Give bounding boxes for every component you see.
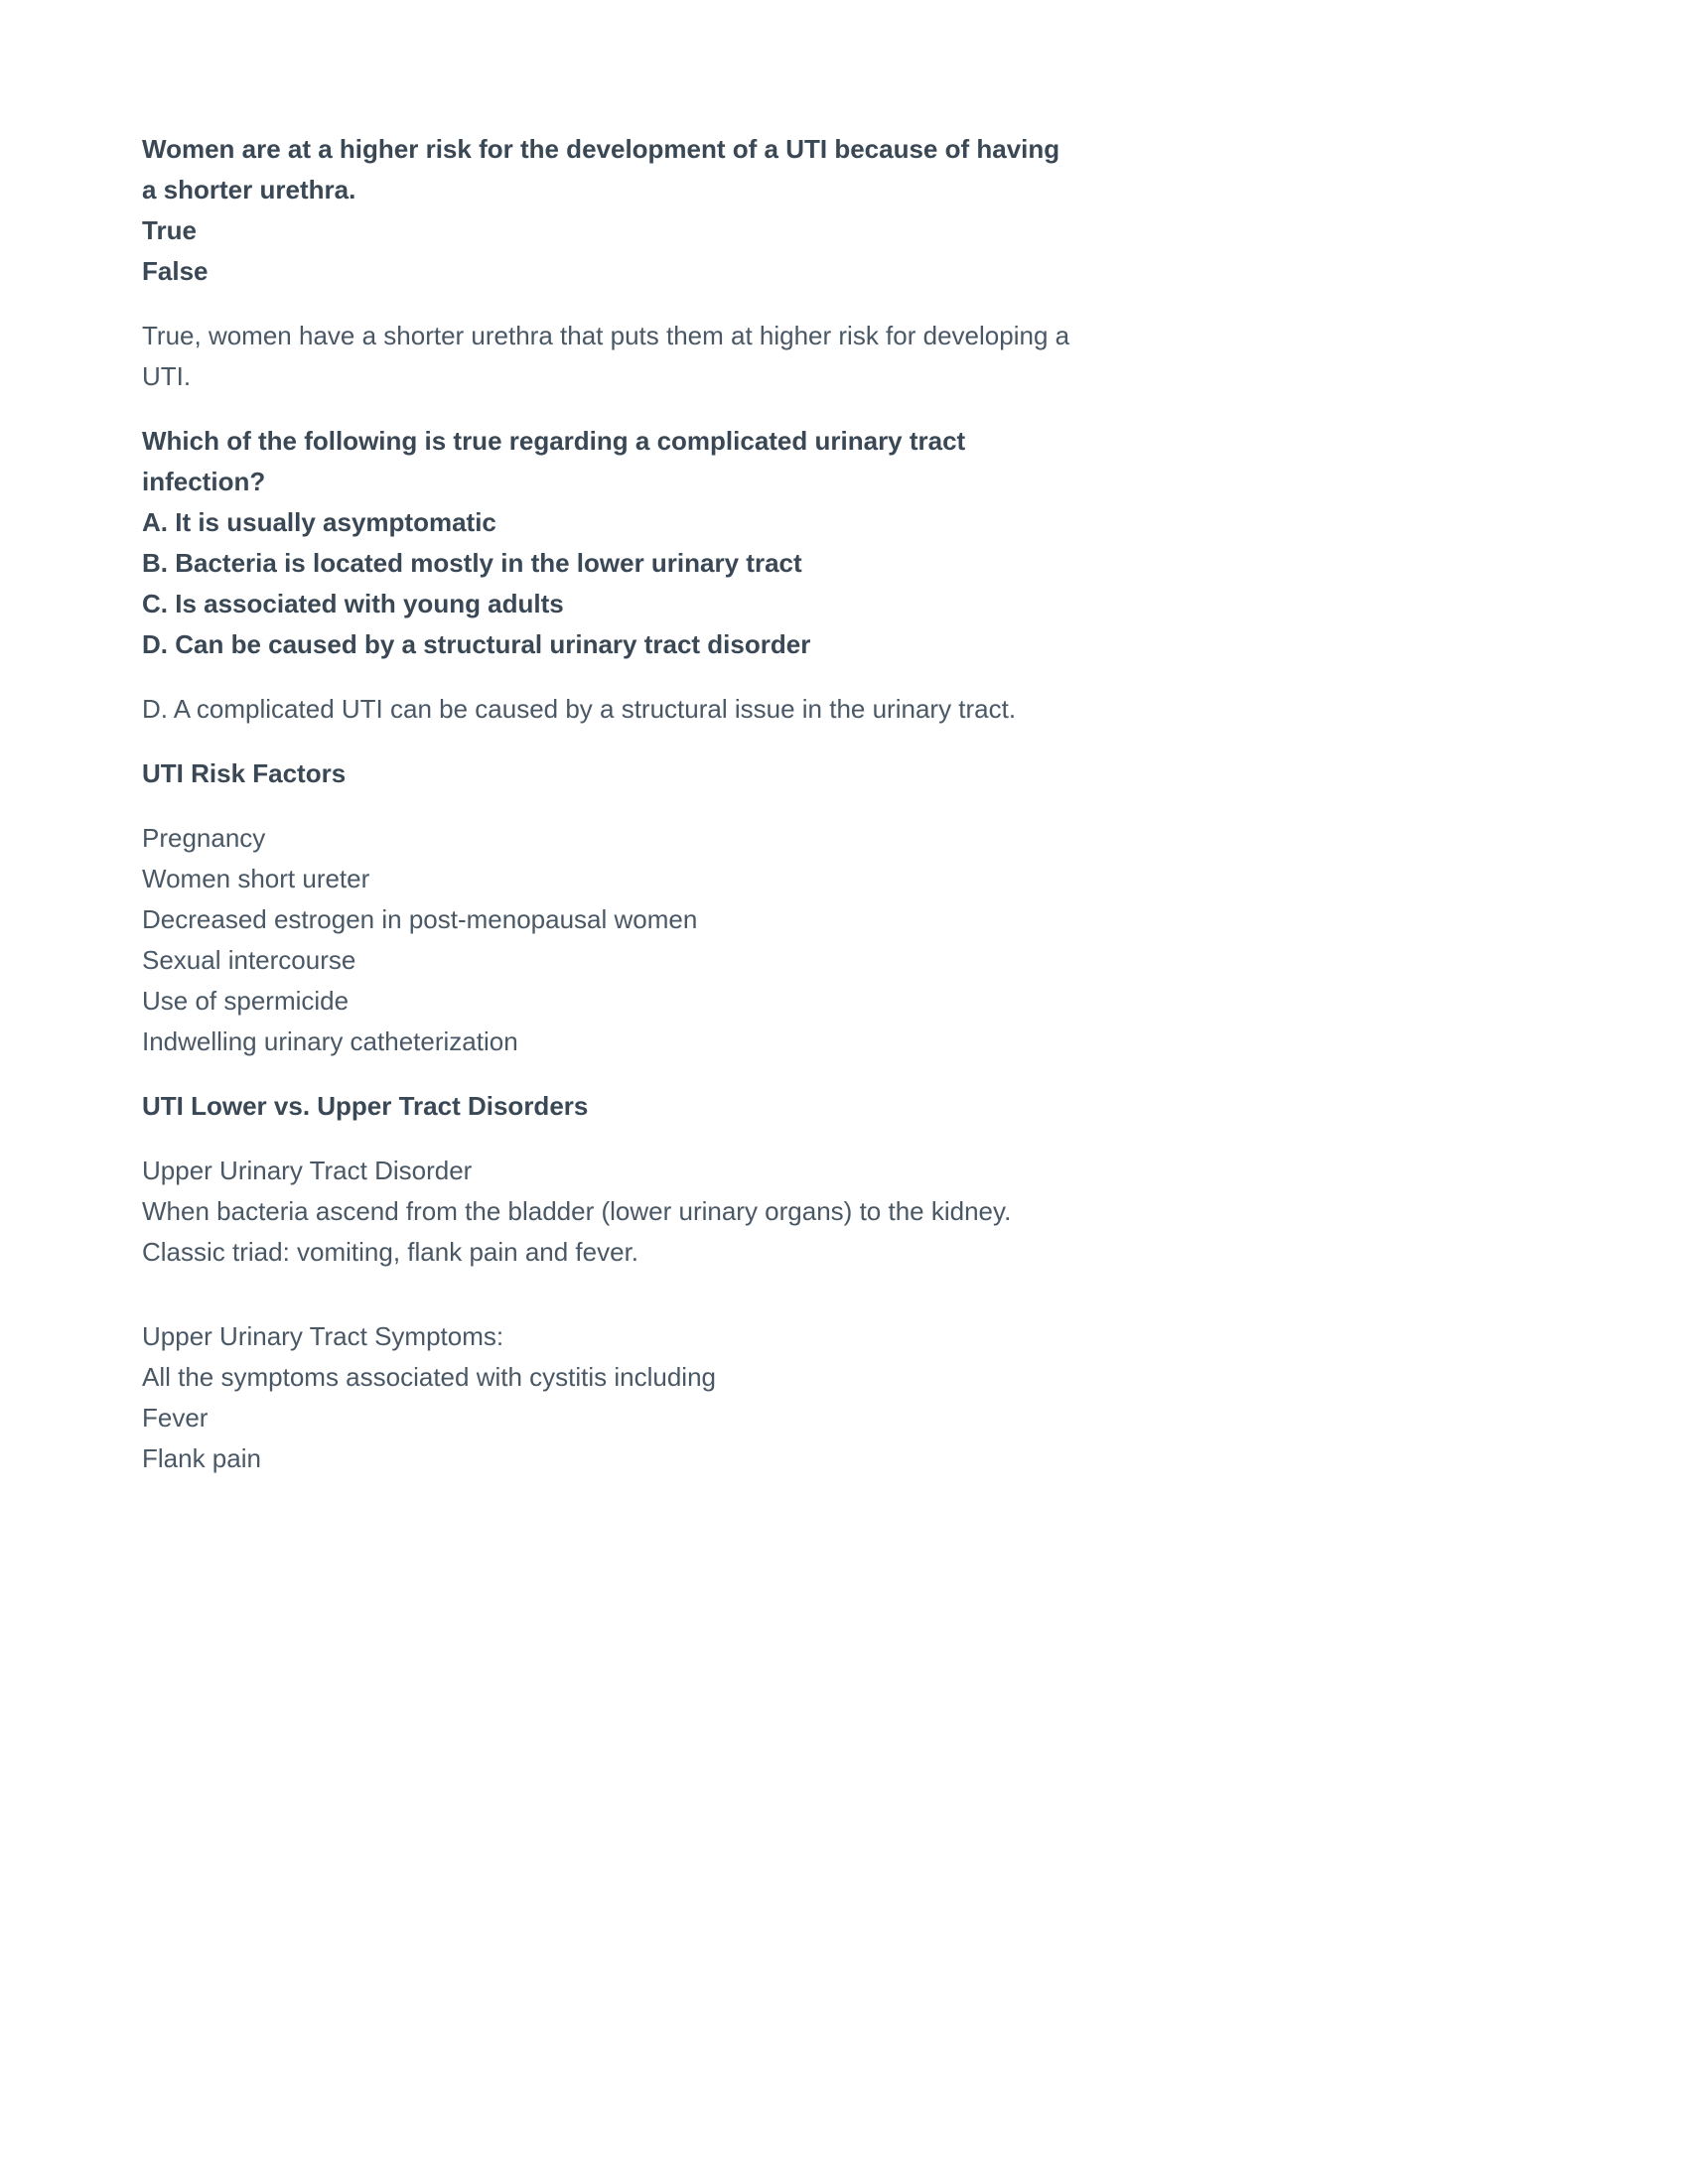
list-item: Decreased estrogen in post-menopausal women xyxy=(142,904,698,934)
upper-tract-title: Upper Urinary Tract Disorder xyxy=(142,1156,473,1185)
answer-2-text: D. A complicated UTI can be caused by a structural issue in the urinary tract. xyxy=(142,694,1017,724)
list-item: Pregnancy xyxy=(142,823,266,853)
upper-tract-symptoms-block xyxy=(142,1316,1075,1479)
document-content xyxy=(142,129,1075,1479)
list-item: Use of spermicide xyxy=(142,986,350,1016)
answer-block-1 xyxy=(142,316,1075,397)
answer-1-text: True, women have a shorter urethra that puts them at higher risk for developing a UTI. xyxy=(142,321,1070,391)
upper-tract-description: When bacteria ascend from the bladder (lower urinary organs) to the kidney. Classic triad: vomiting, flank pain and fever. xyxy=(142,1196,1012,1267)
tract-disorders-heading: UTI Lower vs. Upper Tract Disorders xyxy=(142,1091,589,1121)
list-item: Women short ureter xyxy=(142,864,370,893)
upper-tract-disorder-block xyxy=(142,1151,1075,1273)
question-2-option-b: B. Bacteria is located mostly in the lower urinary tract xyxy=(142,548,802,578)
question-block-2 xyxy=(142,421,1075,665)
risk-factors-list xyxy=(142,818,1075,1062)
symptoms-title: Upper Urinary Tract Symptoms: xyxy=(142,1321,504,1351)
question-2-text: Which of the following is true regarding a complicated urinary tract infection? xyxy=(142,426,966,496)
list-item: Sexual intercourse xyxy=(142,945,356,975)
list-item: Indwelling urinary catheterization xyxy=(142,1026,518,1056)
question-1-text: Women are at a higher risk for the development of a UTI because of having a shorter urethra. xyxy=(142,134,1060,205)
question-2-option-c: C. Is associated with young adults xyxy=(142,589,564,618)
question-1-option-true: True xyxy=(142,215,197,245)
answer-block-2 xyxy=(142,689,1075,730)
symptom-item: Flank pain xyxy=(142,1443,261,1473)
question-2-option-d: D. Can be caused by a structural urinary tract disorder xyxy=(142,629,811,659)
question-block-1 xyxy=(142,129,1075,292)
question-2-option-a: A. It is usually asymptomatic xyxy=(142,507,496,537)
risk-factors-heading: UTI Risk Factors xyxy=(142,758,347,788)
symptoms-intro: All the symptoms associated with cystitis including xyxy=(142,1362,717,1392)
symptom-item: Fever xyxy=(142,1403,209,1433)
question-1-option-false: False xyxy=(142,256,209,286)
